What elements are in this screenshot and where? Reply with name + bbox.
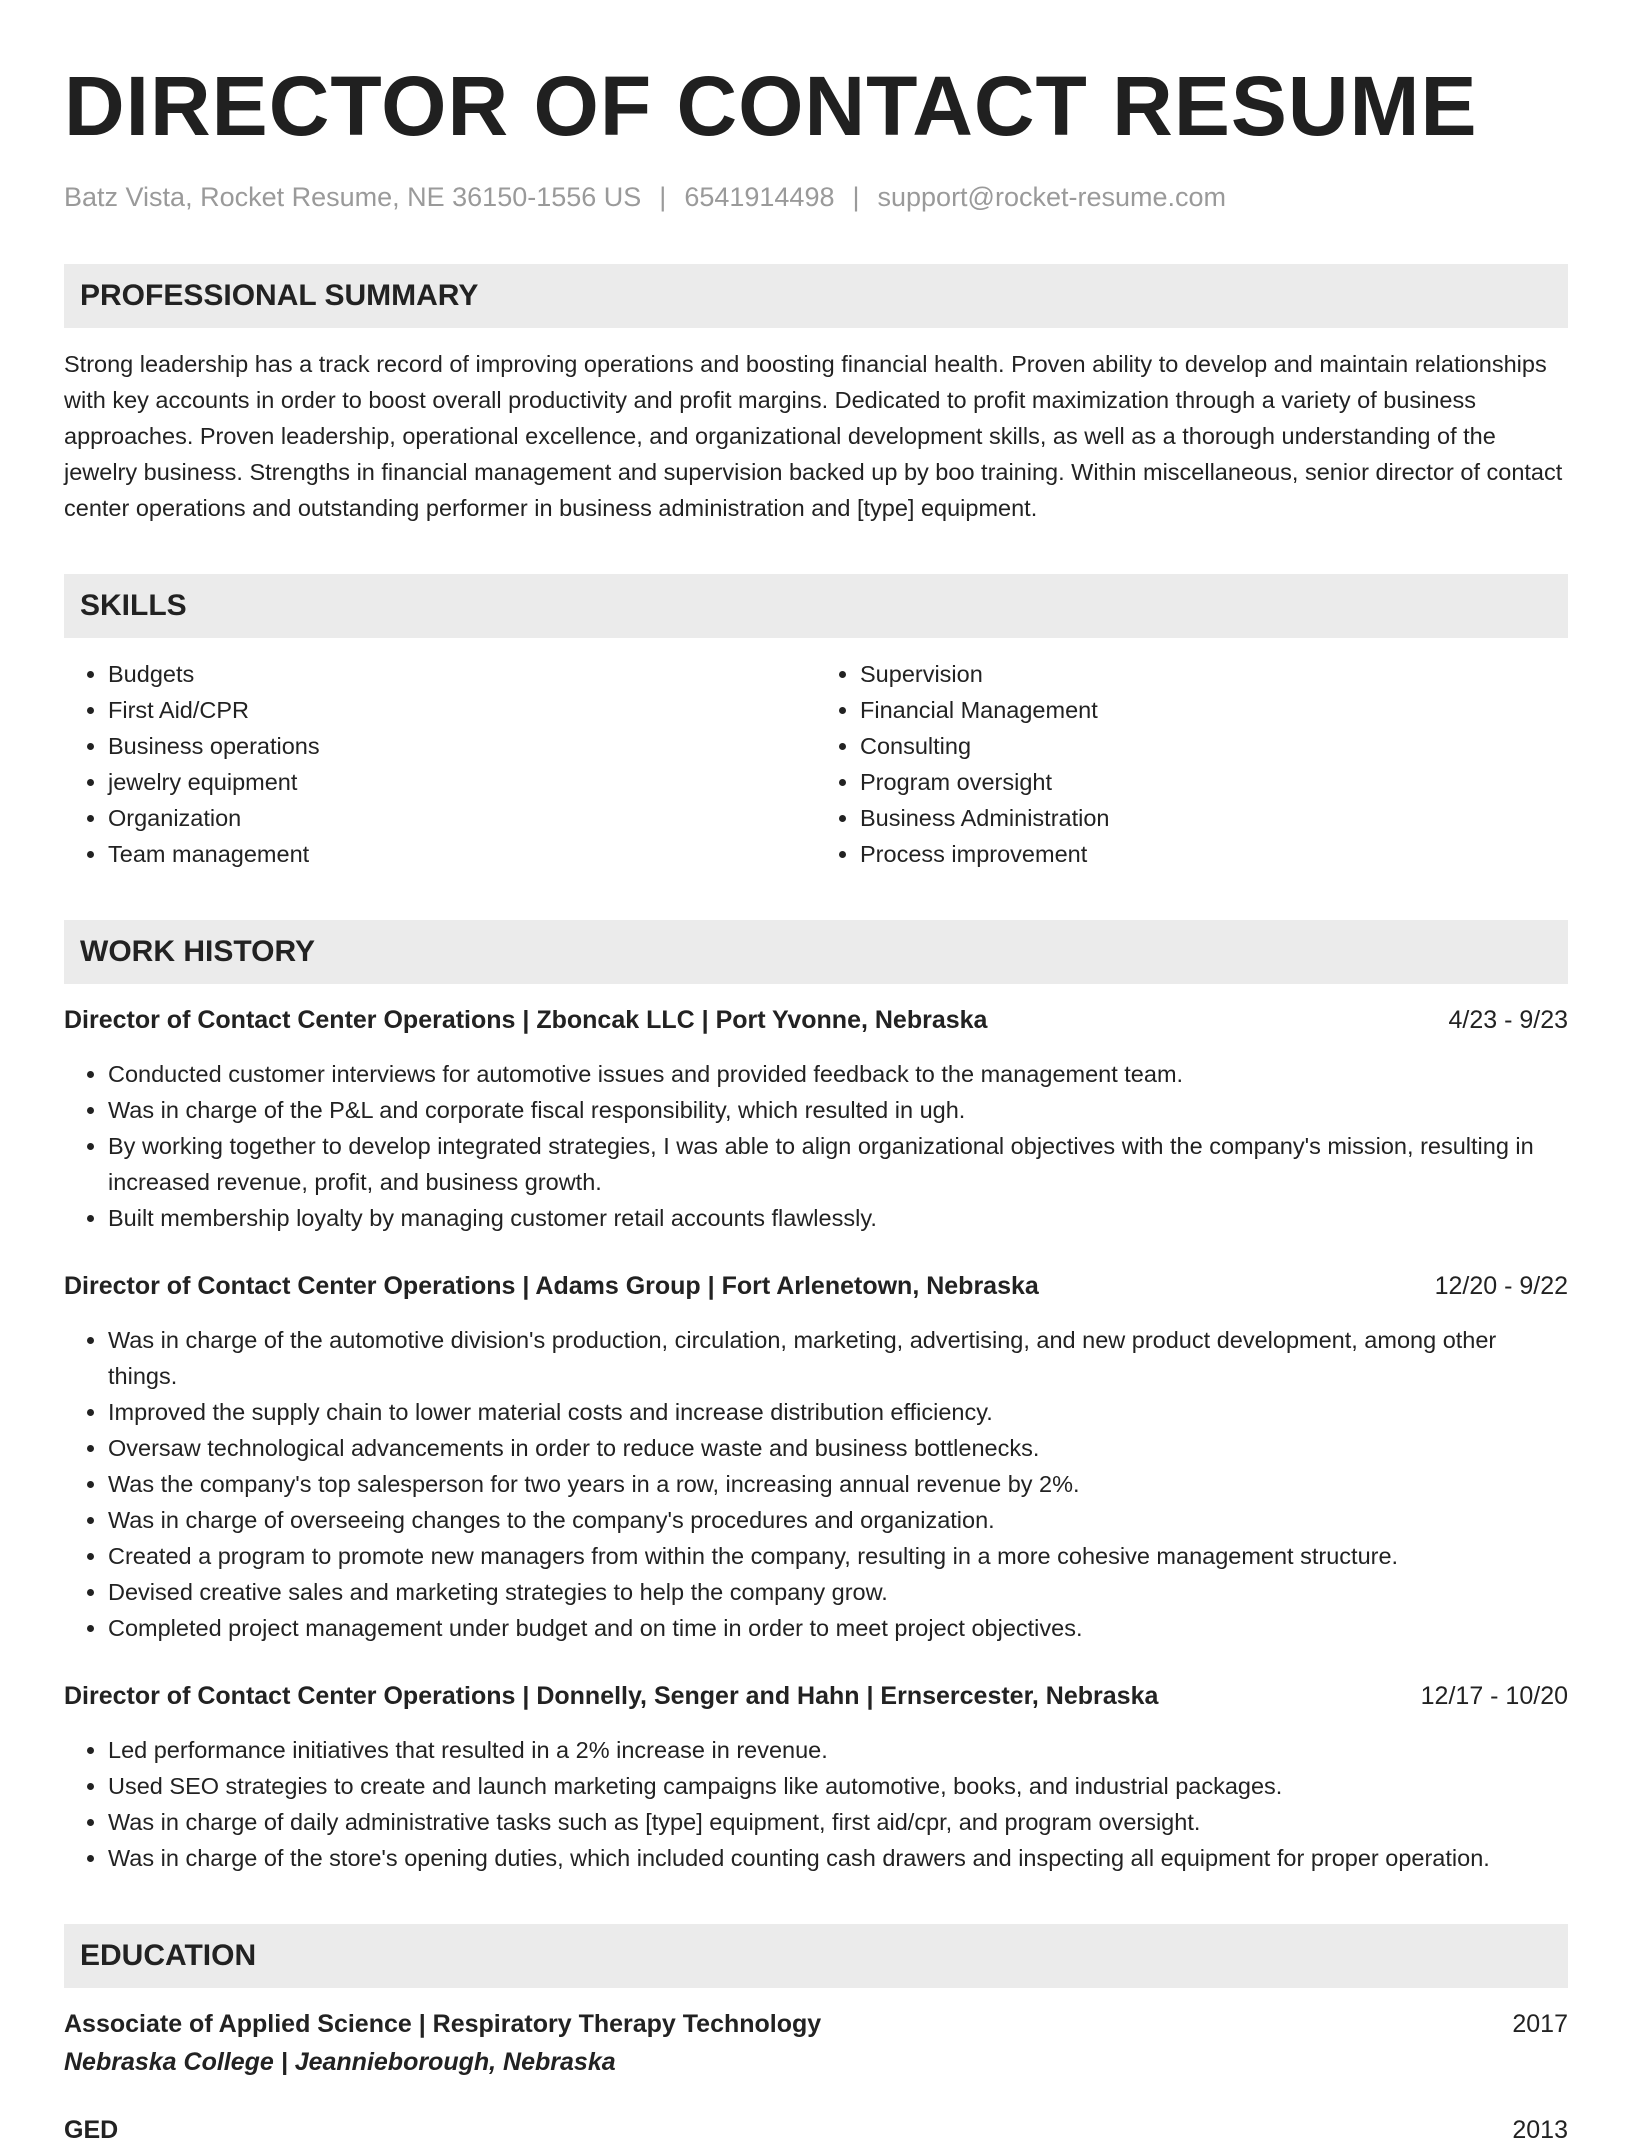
job-bullet: • Created a program to promote new managers from within the company, resulting in a more cohesive management structure. xyxy=(108,1538,1568,1574)
degree-title: GED xyxy=(64,2116,119,2144)
job-header xyxy=(64,1002,1568,1038)
skill-item: • First Aid/CPR xyxy=(108,692,816,728)
contact-address: Batz Vista, Rocket Resume, NE 36150-1556 US xyxy=(64,182,642,212)
summary-text: Strong leadership has a track record of improving operations and boosting financial health. Proven ability to develop and maintain relationships with key accounts in order to boost overall productivity and profit margins. Dedicated to profit maximization through a variety of business approaches. Proven leadership, operational excellence, and organizational development skills, as well as a thorough understanding of the jewelry business. Strengths in financial management and supervision backed up by boo training. Within miscellaneous, senior director of contact center operations and outstanding performer in business administration and [type] equipment. xyxy=(64,351,1563,521)
skill-item: • Business operations xyxy=(108,728,816,764)
education-entry xyxy=(64,2112,1568,2148)
job-header xyxy=(64,1678,1568,1714)
education-entry xyxy=(64,2006,1568,2080)
education-header xyxy=(64,2006,1568,2042)
job-title: Director of Contact Center Operations | Adams Group | Fort Arlenetown, Nebraska xyxy=(64,1272,1039,1300)
degree-title: Associate of Applied Science | Respiratory Therapy Technology xyxy=(64,2010,822,2038)
education-year: 2017 xyxy=(1512,2010,1568,2038)
skill-item: • Financial Management xyxy=(860,692,1568,728)
job-bullet: • Devised creative sales and marketing strategies to help the company grow. xyxy=(108,1574,1568,1610)
job-title: Director of Contact Center Operations | Zboncak LLC | Port Yvonne, Nebraska xyxy=(64,1006,988,1034)
job-entry xyxy=(64,1002,1568,1236)
job-bullet: • Was in charge of the P&L and corporate fiscal responsibility, which resulted in ugh. xyxy=(108,1092,1568,1128)
job-bullet: • Built membership loyalty by managing customer retail accounts flawlessly. xyxy=(108,1200,1568,1236)
job-dates: 12/17 - 10/20 xyxy=(1420,1682,1568,1710)
job-bullet: • Completed project management under budget and on time in order to meet project objectives. xyxy=(108,1610,1568,1646)
job-bullet: • Oversaw technological advancements in order to reduce waste and business bottlenecks. xyxy=(108,1430,1568,1466)
job-bullet: • Improved the supply chain to lower material costs and increase distribution efficiency. xyxy=(108,1394,1568,1430)
contact-line xyxy=(64,180,1568,214)
skills-right-list xyxy=(816,656,1568,872)
job-bullet: • Was in charge of the store's opening duties, which included counting cash drawers and inspecting all equipment for proper operation. xyxy=(108,1840,1568,1876)
skill-item: • Supervision xyxy=(860,656,1568,692)
skill-item: • Process improvement xyxy=(860,836,1568,872)
job-bullet: • Used SEO strategies to create and launch marketing campaigns like automotive, books, and industrial packages. xyxy=(108,1768,1568,1804)
job-entry xyxy=(64,1268,1568,1646)
job-bullet: • Was the company's top salesperson for two years in a row, increasing annual revenue by 2%. xyxy=(108,1466,1568,1502)
education-year: 2013 xyxy=(1512,2116,1568,2144)
contact-email: support@rocket-resume.com xyxy=(877,182,1227,212)
job-title: Director of Contact Center Operations | Donnelly, Senger and Hahn | Ernsercester, Nebraska xyxy=(64,1682,1159,1710)
job-bullet: • Was in charge of the automotive division's production, circulation, marketing, advertising, and new product development, among other things. xyxy=(108,1322,1568,1394)
summary-heading: PROFESSIONAL SUMMARY xyxy=(64,264,1568,328)
job-dates: 4/23 - 9/23 xyxy=(1448,1006,1568,1034)
skill-item: • Consulting xyxy=(860,728,1568,764)
skill-item: • Business Administration xyxy=(860,800,1568,836)
skill-item: • Program oversight xyxy=(860,764,1568,800)
contact-phone: 6541914498 xyxy=(684,182,835,212)
skill-item: • Budgets xyxy=(108,656,816,692)
job-bullets xyxy=(64,1056,1568,1236)
education-heading: EDUCATION xyxy=(64,1924,1568,1988)
job-entry xyxy=(64,1678,1568,1876)
skill-item: • jewelry equipment xyxy=(108,764,816,800)
skill-item: • Organization xyxy=(108,800,816,836)
job-bullets xyxy=(64,1732,1568,1876)
job-bullet: • By working together to develop integrated strategies, I was able to align organizational objectives with the company's mission, resulting in increased revenue, profit, and business growth. xyxy=(108,1128,1568,1200)
skills-grid xyxy=(64,656,1568,872)
job-bullet: • Was in charge of daily administrative tasks such as [type] equipment, first aid/cpr, and program oversight. xyxy=(108,1804,1568,1840)
education-header xyxy=(64,2112,1568,2148)
job-bullet: • Led performance initiatives that resulted in a 2% increase in revenue. xyxy=(108,1732,1568,1768)
school-name: Nebraska College | Jeannieborough, Nebraska xyxy=(64,2048,616,2076)
contact-separator: | xyxy=(852,182,860,212)
resume-title: DIRECTOR OF CONTACT RESUME xyxy=(64,59,1478,153)
skills-heading: SKILLS xyxy=(64,574,1568,638)
skills-left-list xyxy=(64,656,816,872)
job-bullets xyxy=(64,1322,1568,1646)
job-header xyxy=(64,1268,1568,1304)
contact-separator: | xyxy=(659,182,667,212)
work-history-heading: WORK HISTORY xyxy=(64,920,1568,984)
job-bullet: • Was in charge of overseeing changes to the company's procedures and organization. xyxy=(108,1502,1568,1538)
job-dates: 12/20 - 9/22 xyxy=(1434,1272,1568,1300)
job-bullet: • Conducted customer interviews for automotive issues and provided feedback to the management team. xyxy=(108,1056,1568,1092)
skill-item: • Team management xyxy=(108,836,816,872)
